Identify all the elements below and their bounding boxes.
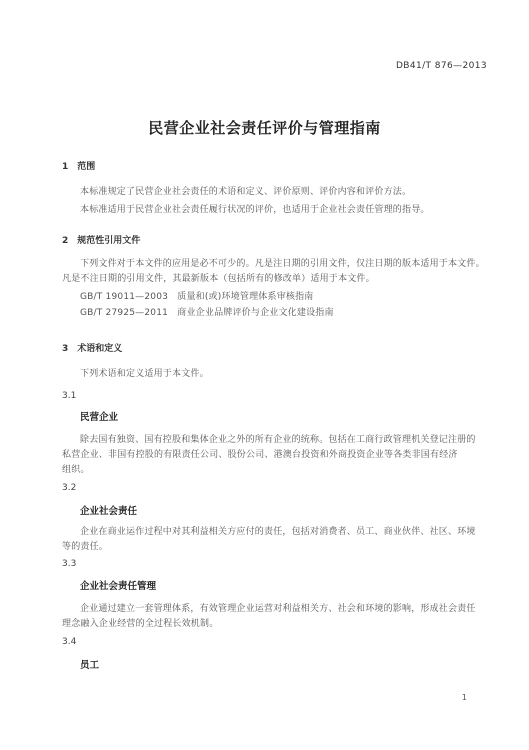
- term-3-1-definition-line-1: 除去国有独资、国有控股和集体企业之外的所有企业的统称。包括在工商行政管理机关登记注册的: [80, 435, 476, 445]
- normative-reference-2: GB/T 27925—2011 商业企业品牌评价与企业文化建设指南: [80, 308, 334, 318]
- document-title: 民营企业社会责任评价与管理指南: [148, 119, 381, 137]
- normative-reference-1: GB/T 19011—2003 质量和(或)环境管理体系审核指南: [80, 292, 314, 302]
- term-3-1-name: 民营企业: [80, 412, 119, 423]
- section-1-paragraph-2: 本标准适用于民营企业社会责任履行状况的评价，也适用于企业社会责任管理的指导。: [80, 205, 430, 215]
- section-2-paragraph-1: 下列文件对于本文件的应用是必不可少的。凡是注日期的引用文件，仅注日期的版本适用于本文件。: [80, 259, 485, 269]
- section-1-paragraph-1: 本标准规定了民营企业社会责任的术语和定义、评价原则、评价内容和评价方法。: [80, 187, 412, 197]
- term-3-2-name: 企业社会责任: [80, 506, 138, 517]
- term-3-3-name: 企业社会责任管理: [80, 581, 157, 592]
- section-1-heading: 1 范围: [62, 162, 96, 172]
- term-3-4-number: 3.4: [62, 637, 77, 647]
- term-3-3-number: 3.3: [62, 559, 77, 569]
- term-3-2-definition-line-2: 等的责任。: [62, 542, 109, 552]
- page-number: 1: [461, 693, 467, 702]
- term-3-1-definition-line-3: 组织。: [62, 465, 90, 475]
- term-3-3-definition-line-1: 企业通过建立一套管理体系，有效管理企业运营对利益相关方、社会和环境的影响，形成社会责任: [80, 604, 476, 614]
- section-2-paragraph-2: 凡是不注日期的引用文件，其最新版本（包括所有的修改单）适用于本文件。: [62, 274, 375, 284]
- term-3-1-definition-line-2: 私营企业、非国有控股的有限责任公司、股份公司、港澳台投资和外商投资企业等各类非国有经济: [62, 450, 458, 460]
- term-3-1-number: 3.1: [62, 391, 77, 401]
- standard-number: DB41/T 876—2013: [395, 61, 487, 71]
- section-3-heading: 3 术语和定义: [62, 344, 123, 354]
- section-2-heading: 2 规范性引用文件: [62, 236, 141, 246]
- term-3-4-name: 员工: [80, 660, 100, 671]
- term-3-2-definition-line-1: 企业在商业运作过程中对其利益相关方应付的责任，包括对消费者、员工、商业伙伴、社区、环境: [80, 527, 476, 537]
- section-3-intro: 下列术语和定义适用于本文件。: [80, 369, 209, 379]
- term-3-3-definition-line-2: 理念融入企业经营的全过程长效机制。: [62, 619, 219, 629]
- term-3-2-number: 3.2: [62, 483, 77, 493]
